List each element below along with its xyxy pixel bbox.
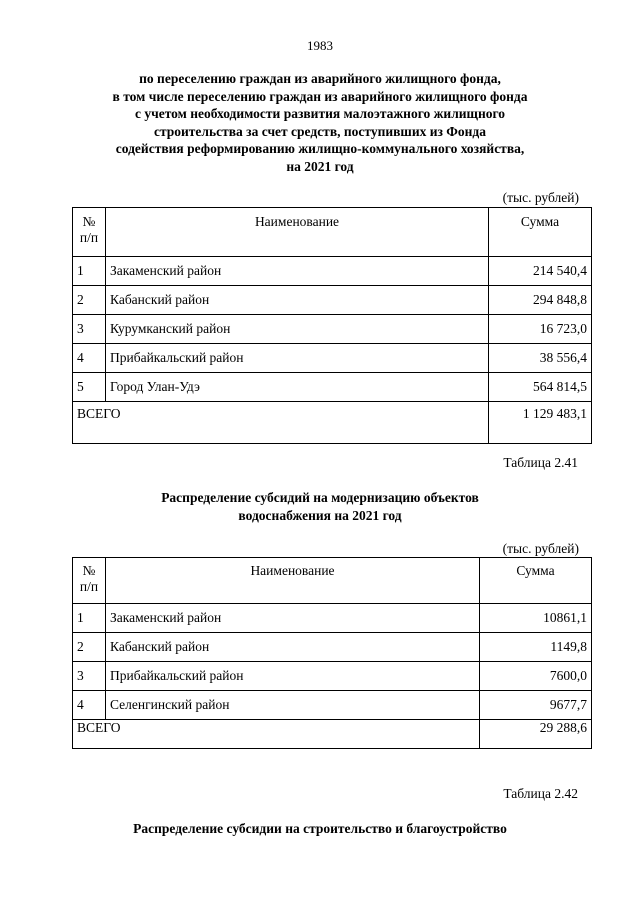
total-label: ВСЕГО [73,402,489,444]
row-num: 5 [73,373,106,402]
header-name: Наименование [106,208,489,257]
total-sum: 29 288,6 [480,720,592,749]
row-name: Кабанский район [106,286,489,315]
table-header-row [73,208,592,257]
table-row [73,373,592,402]
units-label: (тыс. рублей) [502,541,579,556]
table-header-row [73,558,592,604]
header-name: Наименование [106,558,480,604]
row-num: 1 [73,257,106,286]
row-num: 3 [73,662,106,691]
row-sum: 294 848,8 [489,286,592,315]
table-row [73,315,592,344]
row-name: Прибайкальский район [106,344,489,373]
row-sum: 564 814,5 [489,373,592,402]
row-name: Город Улан-Удэ [106,373,489,402]
section2-heading [0,489,640,524]
table-row [73,662,592,691]
row-num: 2 [73,286,106,315]
row-name: Закаменский район [106,257,489,286]
total-sum: 1 129 483,1 [489,402,592,444]
heading-line: с учетом необходимости развития малоэтажного жилищного [134,106,506,122]
row-num: 1 [73,604,106,633]
row-sum: 214 540,4 [489,257,592,286]
table-row [73,286,592,315]
row-sum: 10861,1 [480,604,592,633]
table-water-supply [72,557,592,749]
row-sum: 1149,8 [480,633,592,662]
header-sum: Сумма [489,208,592,257]
table-row [73,257,592,286]
heading-line: содействия реформированию жилищно-коммунального хозяйства, [115,141,525,157]
heading-line: Распределение субсидий на модернизацию объектов [161,490,479,505]
row-sum: 7600,0 [480,662,592,691]
row-sum: 16 723,0 [489,315,592,344]
row-name: Прибайкальский район [106,662,480,691]
total-label: ВСЕГО [73,720,480,749]
heading-line: на 2021 год [286,158,354,174]
row-name: Кабанский район [106,633,480,662]
row-name: Курумканский район [106,315,489,344]
header-sum: Сумма [480,558,592,604]
row-num: 3 [73,315,106,344]
heading-line: в том числе переселению граждан из аварийного жилищного фонда [112,88,528,104]
row-num: 4 [73,691,106,720]
table-row [73,691,592,720]
table-resettlement [72,207,592,444]
page-number: 1983 [307,38,333,53]
header-num: № п/п [73,208,106,257]
row-sum: 9677,7 [480,691,592,720]
table-row [73,633,592,662]
table-row [73,604,592,633]
section3-heading [0,820,640,838]
heading-line: Распределение субсидии на строительство и благоустройство [133,821,507,836]
table-label: Таблица 2.42 [503,786,578,801]
row-num: 2 [73,633,106,662]
table-total-row [73,402,592,444]
row-name: Закаменский район [106,604,480,633]
heading-line: строительства за счет средств, поступивших из Фонда [153,123,487,139]
heading-line: водоснабжения на 2021 год [238,507,402,523]
header-num: № п/п [73,558,106,604]
heading-line: по переселению граждан из аварийного жилищного фонда, [139,71,501,86]
row-sum: 38 556,4 [489,344,592,373]
table-label: Таблица 2.41 [503,455,578,470]
table-total-row [73,720,592,749]
table-row [73,344,592,373]
section1-heading [0,70,640,176]
row-name: Селенгинский район [106,691,480,720]
row-num: 4 [73,344,106,373]
units-label: (тыс. рублей) [502,190,579,205]
